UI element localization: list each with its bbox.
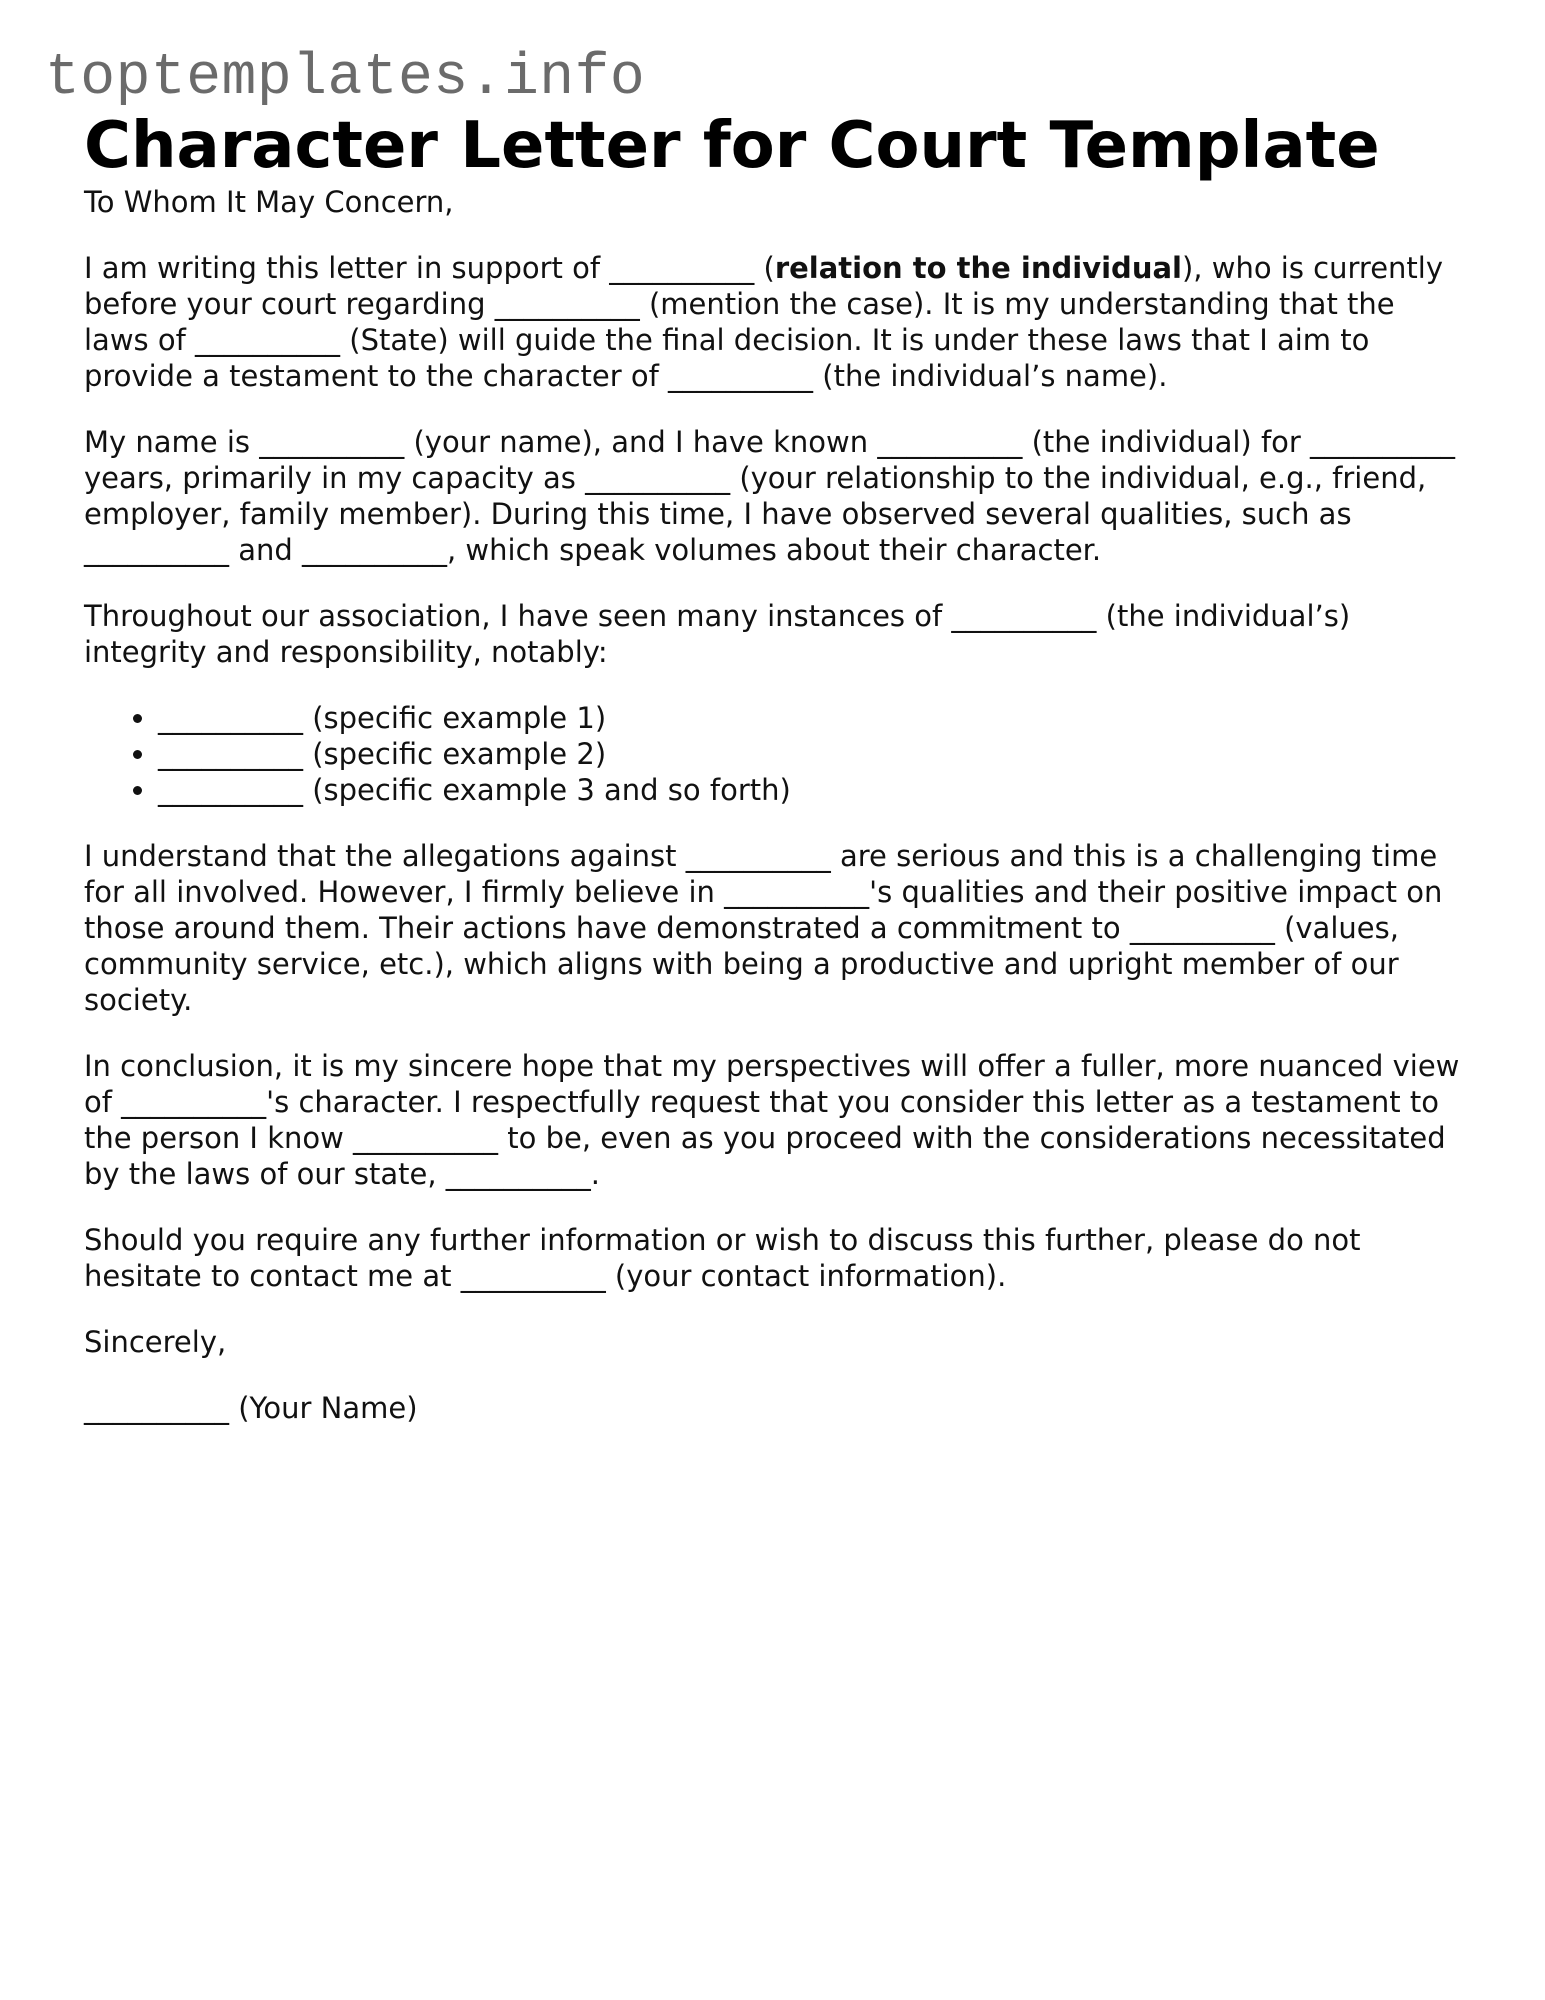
paragraph-support-bold-text: relation to the individual [774, 251, 1182, 285]
paragraph-association: Throughout our association, I have seen many instances of __________ (the individual’s) integrity and responsibility, notably: [84, 599, 1351, 669]
watermark: toptemplates.info [45, 46, 646, 111]
examples-list [84, 700, 1464, 808]
paragraph-support-text-end: ), who is currently before your court regarding __________ (mention the case). It is my understanding that the laws of __________ (State) will guide the final decision. It is under these laws that I aim to provide a testament to the character of __________ (the individual’s name). [84, 251, 1444, 393]
letter-document [84, 108, 1464, 1426]
list-item: • __________ (specific example 1) [158, 700, 1464, 736]
list-item: • __________ (specific example 2) [158, 736, 1464, 772]
signature-line: __________ (Your Name) [84, 1391, 418, 1425]
paragraph-support-text-start: I am writing this letter in support of __________ ( [84, 251, 775, 285]
closing: Sincerely, [84, 1325, 227, 1359]
salutation: To Whom It May Concern, [84, 185, 454, 219]
page-title: Character Letter for Court Template [84, 109, 1380, 183]
paragraph-conclusion: In conclusion, it is my sincere hope that my perspectives will offer a fuller, more nuanced view of __________'s character. I respectfully request that you consider this letter as a testament to the person I know __________ to be, even as you proceed with the considerations necessitated by the laws of our state, __________. [84, 1049, 1460, 1191]
paragraph-contact: Should you require any further information or wish to discuss this further, please do not hesitate to contact me at __________ (your contact information). [84, 1223, 1361, 1293]
paragraph-introduction: My name is __________ (your name), and I have known __________ (the individual) for __________ years, primarily in my capacity as __________ (your relationship to the individual, e.g., friend, employer, family member). During this time, I have observed several qualities, such as __________ and __________, which speak volumes about their character. [84, 425, 1456, 567]
list-item: • __________ (specific example 3 and so forth) [158, 772, 1464, 808]
paragraph-support [84, 250, 1464, 394]
paragraph-allegations: I understand that the allegations against __________ are serious and this is a challenging time for all involved. However, I firmly believe in __________'s qualities and their positive impact on those around them. Their actions have demonstrated a commitment to __________ (values, community service, etc.), which aligns with being a productive and upright member of our society. [84, 839, 1443, 1017]
